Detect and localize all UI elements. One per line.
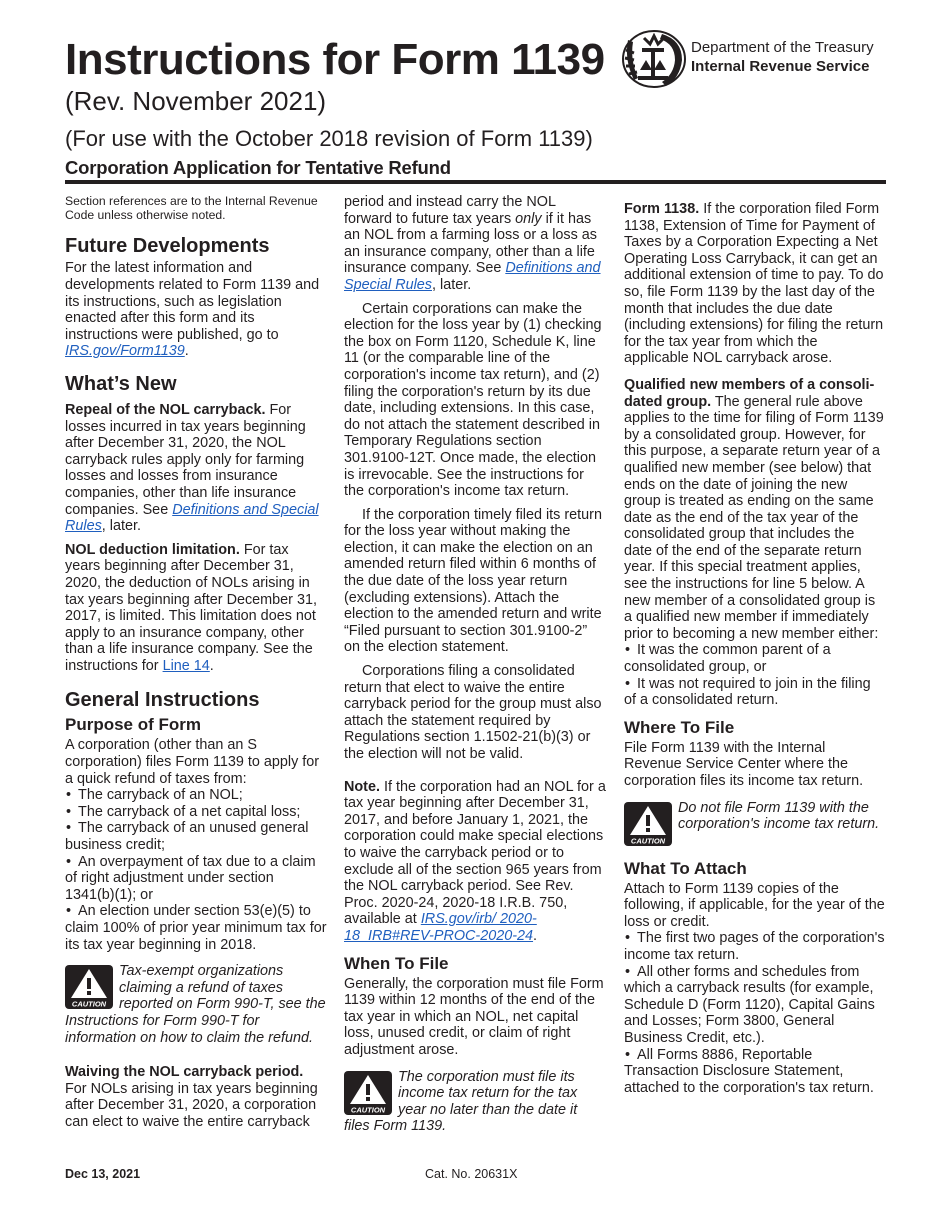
agency-name xyxy=(691,38,874,76)
svg-text:CAUTION: CAUTION xyxy=(630,836,666,846)
consolidated-return-paragraph: Corporations filing a consolidated return that elect to waive the entire carryback period for the group must also attach the statement required by Regulations section 1.1502-21(b)(3) or the election will not be valid. xyxy=(344,663,602,762)
link-rev-proc-2020-24[interactable]: IRS.gov/irb/ 2020-18_IRB#REV-PROC-2020-24 xyxy=(344,911,537,944)
attach-bullet: • All Forms 8886, Reportable Transaction Disclosure Statement, attached to the corporation's tax return. xyxy=(624,1047,886,1097)
cont-body: period and instead carry the NOL forward to future tax years xyxy=(344,194,556,227)
cont-end: , later. xyxy=(432,276,472,293)
caution-icon xyxy=(624,802,672,846)
when-to-file-text: Generally, the corporation must file Form 1139 within 12 months of the end of the tax year in which an NOL, net capital loss, unused credit, or claim of right adjustment arose. xyxy=(344,975,604,1058)
heading-when-to-file: When To File xyxy=(344,953,449,973)
punct: . xyxy=(184,343,189,360)
future-developments-body: For the latest information and developments related to Form 1139 and its instructions, such as legislation enacted after this form and its instructions were published, go to xyxy=(65,260,320,343)
header-divider xyxy=(65,180,886,184)
purpose-text: A corporation (other than an S corporation) files Form 1139 to apply for a quick refund of taxes from: xyxy=(65,737,320,787)
waiving-body: For NOLs arising in tax years beginning after December 31, 2020, a corporation can elect to waive the entire carryback xyxy=(65,1080,318,1130)
agency-irs: Internal Revenue Service xyxy=(691,58,870,75)
qualified-body: The general rule above applies to the time for filing of Form 1139 by a consolidated group. However, for this purpose, a separate return year of a qualified new member (see below) that ends on the date of joining the new group is treated as ending on the same date as the end of the tax year of the consolidated group that includes the date of the end of the separate return year. If this special treatment applies, see the instructions for line 5 below. A new member of a consolidated group is a qualified new member if immediately prior to becoming a new member either: xyxy=(624,393,884,642)
what-to-attach-text: Attach to Form 1139 copies of the following, if applicable, for the year of the loss or credit. xyxy=(624,880,885,930)
column-3 xyxy=(624,194,886,1096)
note-lead: Note. xyxy=(344,778,380,795)
purpose-bullet: • An election under section 53(e)(5) to claim 100% of prior year minimum tax for its tax year beginning in 2018. xyxy=(65,903,327,953)
caution-text: The corporation must file its income tax return for the tax year no later than the date it files Form 1139. xyxy=(344,1068,578,1135)
caution-text: Tax-exempt organizations claiming a refund of taxes reported on Form 990-T, see the Instructions for Form 990-T for information on how to claim the refund. xyxy=(65,963,326,1046)
waiving-continued xyxy=(344,194,606,294)
attach-bullet: • All other forms and schedules from which a carryback results (for example, Schedule D (Form 1120), Capital Gains and Losses; Form 3800, General Business Credit, etc.). xyxy=(624,964,886,1047)
future-developments-text xyxy=(65,260,327,360)
revision-date: (Rev. November 2021) xyxy=(65,86,327,116)
link-definitions-special-rules[interactable]: Definitions and Special Rules xyxy=(65,501,319,535)
form-1138-lead: Form 1138. xyxy=(624,201,700,217)
caution-box xyxy=(344,1069,606,1135)
nol-limitation-paragraph xyxy=(65,542,327,675)
heading-whats-new: What’s New xyxy=(65,372,177,395)
note-paragraph xyxy=(344,779,606,945)
caution-text: Do not file Form 1139 with the corporation's income tax return. xyxy=(678,799,880,833)
qualified-bullet: • It was not required to join in the filing of a consolidated return. xyxy=(624,676,886,709)
purpose-bullet: • The carryback of an NOL; xyxy=(65,787,327,804)
repeal-body: For losses incurred in tax years beginning after December 31, 2020, the NOL carryback rules apply only for farming losses and losses from insurance companies, other than life insurance companies. See xyxy=(65,401,306,518)
purpose-bullet: • The carryback of a net capital loss; xyxy=(65,804,327,821)
repeal-end: , later. xyxy=(101,518,141,535)
link-definitions-special-rules[interactable]: Definitions and Special Rules xyxy=(344,260,601,293)
cont-body2: if it has an NOL from a farming loss or a loss as an insurance company, other than a life insurance company. See xyxy=(344,210,597,277)
qualified-bullet: • It was the common parent of a consolidated group, or xyxy=(624,642,886,675)
qualified-lead: Qualified new members of a consolidated group. xyxy=(624,376,875,410)
form-1138-body: If the corporation filed Form 1138, Extension of Time for Payment of Taxes by a Corporation Expecting a Net Operating Loss Carryback, it can get an additional extension of time to pay. To do so, file Form 1139 by the last day of the month that includes the due date (including extensions) for filing the return for the tax year from which the applicable NOL carryback arose. xyxy=(624,201,884,367)
nol-lead: NOL deduction limitation. xyxy=(65,541,240,558)
repeal-paragraph xyxy=(65,402,327,535)
heading-future-developments: Future Developments xyxy=(65,235,270,258)
where-to-file-text: File Form 1139 with the Internal Revenue Service Center where the corporation files its income tax return. xyxy=(624,739,864,789)
purpose-bullet: • An overpayment of tax due to a claim of right adjustment under section 1341(b)(1); or xyxy=(65,854,327,904)
heading-what-to-attach: What To Attach xyxy=(624,858,747,878)
nol-end: . xyxy=(209,657,214,674)
footer-cat-no: Cat. No. 20631X xyxy=(425,1167,518,1181)
section-references-note: Section references are to the Internal Revenue Code unless otherwise noted. xyxy=(65,194,318,223)
caution-icon xyxy=(344,1071,392,1115)
heading-general-instructions: General Instructions xyxy=(65,689,260,712)
waiving-paragraph xyxy=(65,1064,327,1130)
cont-only: only xyxy=(515,210,542,227)
note-end: . xyxy=(533,927,538,944)
caution-box xyxy=(624,800,886,846)
attach-bullet: • The first two pages of the corporation's income tax return. xyxy=(624,930,886,963)
page-title: Instructions for Form 1139 xyxy=(65,35,605,84)
timely-filed-paragraph: If the corporation timely filed its return for the loss year without making the election, it can make the election on an amended return filed within 6 months of the due date of the loss year return (excluding extensions). Attach the election to the amended return and write “Filed pursuant to section 301.9100-2” on the election statement. xyxy=(344,506,602,656)
svg-text:CAUTION: CAUTION xyxy=(71,999,107,1009)
irs-eagle-logo-icon xyxy=(622,30,686,88)
form-1138-paragraph xyxy=(624,201,886,367)
agency-department: Department of the Treasury xyxy=(691,39,874,56)
svg-text:CAUTION: CAUTION xyxy=(350,1105,386,1114)
form-subtitle: Corporation Application for Tentative Refund xyxy=(65,157,451,178)
footer-date: Dec 13, 2021 xyxy=(65,1167,141,1181)
caution-icon xyxy=(65,965,113,1009)
link-line-14[interactable]: Line 14 xyxy=(162,657,210,674)
for-use-note: (For use with the October 2018 revision of Form 1139) xyxy=(65,126,593,151)
caution-box xyxy=(65,963,327,1046)
certain-corporations-paragraph: Certain corporations can make the election for the loss year by (1) checking the box on Form 1120, Schedule K, line 11 (or the comparable line of the corporation's income tax return), and (2) filing the corporation's return by its due date, including extensions. In this case, do not attach the statement described in Temporary Regulations section 301.9100-12T. Once made, the election is irrevocable. See the instructions for the corporation's income tax return. xyxy=(344,300,602,500)
heading-where-to-file: Where To File xyxy=(624,717,735,737)
link-irs-form1139[interactable]: IRS.gov/Form1139 xyxy=(65,343,185,360)
heading-purpose-of-form: Purpose of Form xyxy=(65,715,202,735)
waiving-lead: Waiving the NOL carryback period. xyxy=(65,1064,304,1081)
nol-body: For tax years beginning after December 31, 2020, the deduction of NOLs arising in tax years beginning after December 31, 2017, is limited. This limitation does not apply to an insurance company, other than a life insurance company. See the instructions for xyxy=(65,541,317,674)
repeal-lead: Repeal of the NOL carryback. xyxy=(65,401,266,418)
qualified-members-paragraph xyxy=(624,377,886,643)
note-body: If the corporation had an NOL for a tax year beginning after December 31, 2017, and before January 1, 2021, the corporation could make special elections to waive the carryback period or to exclude all of the section 965 years from the NOL carryback period. See Rev. Proc. 2020-24, 2020-18 I.R.B. 750, available at xyxy=(344,778,606,928)
column-1 xyxy=(65,194,327,1138)
column-2 xyxy=(344,194,606,1147)
purpose-bullet: • The carryback of an unused general business credit; xyxy=(65,820,327,853)
